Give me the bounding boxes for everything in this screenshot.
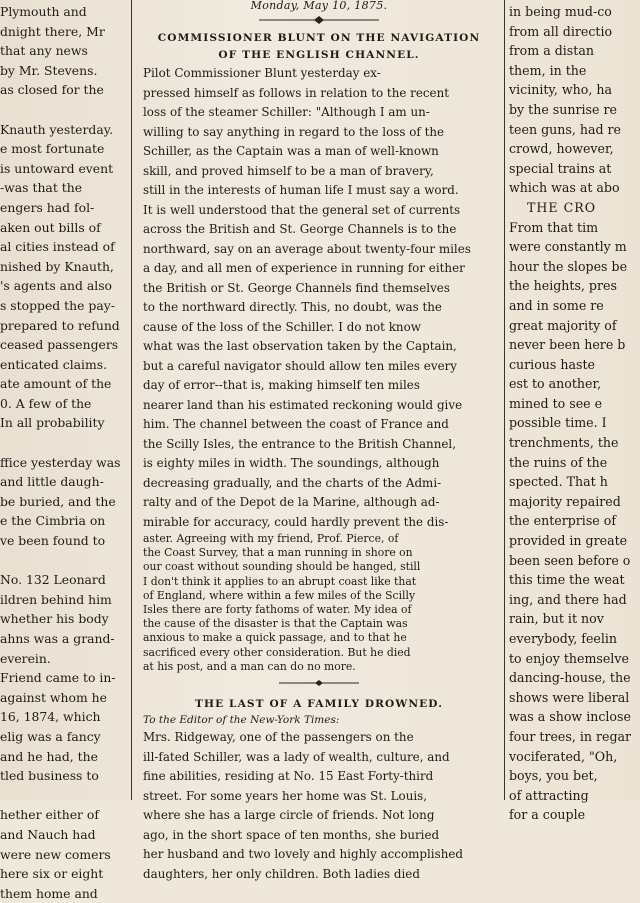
text-line	[0, 786, 128, 806]
text-line: but a careful navigator should allow ten miles every	[143, 358, 458, 373]
text-line: ildren behind him	[0, 591, 112, 607]
text-line: and he had, the	[0, 748, 98, 764]
text-line: of attracting	[509, 787, 589, 803]
text-line: of England, where within a few miles of the Scilly	[143, 588, 416, 602]
text-line: 's agents and also	[0, 278, 113, 294]
text-line: pressed himself as follows in relation to the recent	[143, 85, 450, 100]
text-line: them, in the	[509, 62, 587, 78]
text-line: I don't think it applies to an abrupt coast like that	[143, 574, 417, 588]
text-line: here six or eight	[0, 866, 104, 882]
text-line: in being mud-co	[509, 4, 612, 19]
text-line: what was the last observation taken by the Captain,	[143, 339, 457, 353]
text-line: a day, and all men of experience in running for either	[143, 261, 465, 275]
section-divider	[279, 680, 359, 686]
text-line: the ruins of the	[509, 454, 608, 470]
text-line: everybody, feelin	[509, 631, 618, 646]
text-line: to enjoy themselve	[509, 650, 629, 666]
text-line: tled business to	[0, 768, 99, 784]
text-line: ago, in the short space of ten months, she buried	[143, 827, 440, 842]
text-line: vicinity, who, ha	[509, 82, 612, 98]
text-line: curious haste	[509, 356, 595, 372]
text-line: and Nauch had	[0, 826, 96, 842]
text-line: ceased passengers	[0, 337, 119, 353]
text-line: teen guns, had re	[509, 121, 621, 137]
column-rule-right	[504, 0, 505, 800]
headline-family-drowned: THE LAST OF A FAMILY DROWNED.	[195, 698, 443, 711]
text-line: the Coast Survey, that a man running in shore on	[143, 546, 413, 560]
text-line: as closed for the	[0, 82, 104, 98]
text-line: street. For some years her home was St. Louis,	[143, 788, 428, 803]
text-line: to the northward directly. This, no doubt, was the	[143, 300, 442, 314]
text-line: the enterprise of	[509, 513, 616, 529]
text-line: 16, 1874, which	[0, 709, 101, 725]
text-line: From that tim	[509, 219, 599, 235]
text-line: the British or St. George Channels find themselves	[143, 280, 450, 295]
text-line: against whom he	[0, 689, 107, 705]
text-line: everein.	[0, 650, 51, 666]
text-line: northward, say on an average about twenty-four miles	[143, 241, 471, 256]
text-line: est to another,	[509, 376, 602, 392]
text-line: ate amount of the	[0, 376, 112, 392]
text-line: sacrificed every other consideration. But he died	[143, 645, 411, 659]
text-line: Knauth yesterday.	[0, 121, 114, 137]
text-line: engers had fol-	[0, 199, 95, 215]
left-column	[0, 0, 128, 901]
letter-body	[137, 728, 501, 884]
text-line: whether his body	[0, 611, 109, 627]
text-line: mined to see e	[509, 395, 603, 411]
text-line: across the British and St. George Channels is to the	[143, 222, 457, 236]
text-line: her husband and two lovely and highly accomplished	[143, 847, 464, 862]
text-line: trenchments, the	[509, 435, 619, 451]
text-line	[0, 433, 128, 453]
text-line: from a distan	[509, 43, 594, 59]
text-line: dnight there, Mr	[0, 23, 105, 39]
dateline: Monday, May 10, 1875.	[250, 0, 388, 12]
text-line: the Scilly Isles, the entrance to the British Channel,	[143, 436, 456, 451]
text-line: still in the interests of human life I must say a word.	[143, 183, 459, 197]
text-line: by the sunrise re	[509, 101, 617, 117]
text-line: boys, you bet,	[509, 768, 598, 784]
text-line: hether either of	[0, 807, 99, 823]
right-column	[509, 0, 640, 823]
text-line: great majority of	[509, 317, 617, 333]
text-line: dancing-house, the	[509, 670, 631, 686]
text-line: prepared to refund	[0, 317, 120, 333]
headline-blunt-navigation: COMMISSIONER BLUNT ON THE NAVIGATION	[157, 32, 481, 44]
text-line: nearer land than his estimated reckoning would give	[143, 397, 463, 412]
text-line: aken out bills of	[0, 219, 101, 235]
text-line: Isles there are forty fathoms of water. My idea of	[143, 603, 412, 617]
text-line: Friend came to in-	[0, 670, 116, 686]
right-column-text	[509, 2, 640, 825]
text-line: is eighty miles in width. The soundings, although	[143, 456, 440, 470]
text-line: fine abilities, residing at No. 15 East Forty-third	[143, 769, 434, 784]
article-body	[137, 64, 501, 674]
text-line: Mrs. Ridgeway, one of the passengers on the	[143, 730, 414, 745]
text-line: Pilot Commissioner Blunt yesterday ex-	[143, 66, 381, 80]
text-line: ralty and of the Depot de la Marine, although ad-	[143, 495, 440, 509]
text-line: e most fortunate	[0, 141, 105, 157]
text-line: loss of the steamer Schiller: "Although I am un-	[143, 105, 430, 119]
headline-english-channel: OF THE ENGLISH CHANNEL.	[218, 49, 420, 61]
text-line: e the Cimbria on	[0, 513, 106, 529]
column-rule-left	[131, 0, 132, 800]
text-line: hour the slopes be	[509, 258, 628, 274]
text-line: decreasing gradually, and the charts of the Admi-	[143, 475, 442, 490]
text-line: been seen before o	[509, 552, 631, 568]
text-line: never been here b	[509, 337, 626, 353]
text-line: which was at abo	[509, 180, 620, 196]
text-line: nished by Knauth,	[0, 258, 114, 274]
text-line: where she has a large circle of friends. Not long	[143, 808, 435, 823]
text-line: enticated claims.	[0, 356, 108, 372]
text-line: skill, and proved himself to be a man of bravery,	[143, 163, 434, 178]
text-line: willing to say anything in regard to the loss of the	[143, 124, 445, 139]
text-line: In all probability	[0, 415, 105, 431]
text-line: day of error--that is, making himself ten miles	[143, 378, 420, 392]
text-line: ill-fated Schiller, was a lady of wealth, culture, and	[143, 749, 450, 764]
text-line: provided in greate	[509, 533, 628, 549]
text-line: -was that the	[0, 180, 83, 196]
text-line: was a show inclose	[509, 709, 631, 725]
text-line	[0, 551, 128, 571]
text-line: anxious to make a quick passage, and to that he	[143, 631, 407, 645]
text-line: Schiller, as the Captain was a man of well-known	[143, 144, 439, 158]
text-line: crowd, however,	[509, 141, 614, 157]
text-line: No. 132 Leonard	[0, 572, 106, 588]
text-line: majority repaired	[509, 493, 621, 509]
center-column	[137, 0, 501, 881]
text-line: ve been found to	[0, 533, 106, 549]
text-line: be buried, and the	[0, 493, 116, 509]
text-line: ffice yesterday was	[0, 454, 121, 470]
text-line	[0, 100, 128, 120]
text-line: were constantly m	[509, 239, 627, 255]
text-line: It is well understood that the general set of currents	[143, 202, 461, 217]
text-line: the cause of the disaster is that the Captain was	[143, 617, 408, 631]
text-line: 0. A few of the	[0, 395, 92, 411]
text-line: mirable for accuracy, could hardly prevent the dis-	[143, 514, 449, 529]
text-line: at his post, and a man can do no more.	[143, 659, 356, 673]
left-column-text	[0, 2, 128, 903]
text-line: s stopped the pay-	[0, 297, 115, 313]
text-line: were new comers	[0, 846, 111, 862]
text-line: rain, but it nov	[509, 611, 604, 627]
text-line: and little daugh-	[0, 474, 104, 490]
text-line: vociferated, "Oh,	[509, 748, 618, 764]
text-line: THE CRO	[527, 199, 597, 215]
ornament-rule	[259, 16, 379, 24]
text-line: ahns was a grand-	[0, 631, 115, 646]
text-line: by Mr. Stevens.	[0, 62, 98, 78]
text-line: shows were liberal	[509, 689, 630, 705]
editor-salutation: To the Editor of the New-York Times:	[143, 714, 340, 727]
text-line: four trees, in regar	[509, 728, 632, 744]
text-line: him. The channel between the coast of France and	[143, 417, 449, 431]
text-line: for a couple	[509, 807, 586, 823]
text-line: elig was a fancy	[0, 728, 101, 744]
text-line: them home and	[0, 885, 98, 901]
text-line: from all directio	[509, 23, 613, 39]
text-line: that any news	[0, 43, 88, 59]
text-line: possible time. I	[509, 415, 607, 431]
text-line: al cities instead of	[0, 239, 115, 255]
text-line: special trains at	[509, 160, 612, 176]
text-line: daughters, her only children. Both ladies died	[143, 866, 420, 881]
text-line: aster. Agreeing with my friend, Prof. Pierce, of	[143, 532, 399, 545]
text-line: cause of the loss of the Schiller. I do not know	[143, 319, 421, 334]
text-line: this time the weat	[509, 572, 625, 588]
text-line: our coast without sounding should be hanged, still	[143, 560, 421, 574]
text-line: is untoward event	[0, 160, 114, 176]
text-line: spected. That h	[509, 474, 608, 490]
text-line: the heights, pres	[509, 278, 617, 294]
text-line: Plymouth and	[0, 4, 87, 19]
text-line: and in some re	[509, 297, 604, 313]
text-line: ing, and there had	[509, 591, 627, 607]
